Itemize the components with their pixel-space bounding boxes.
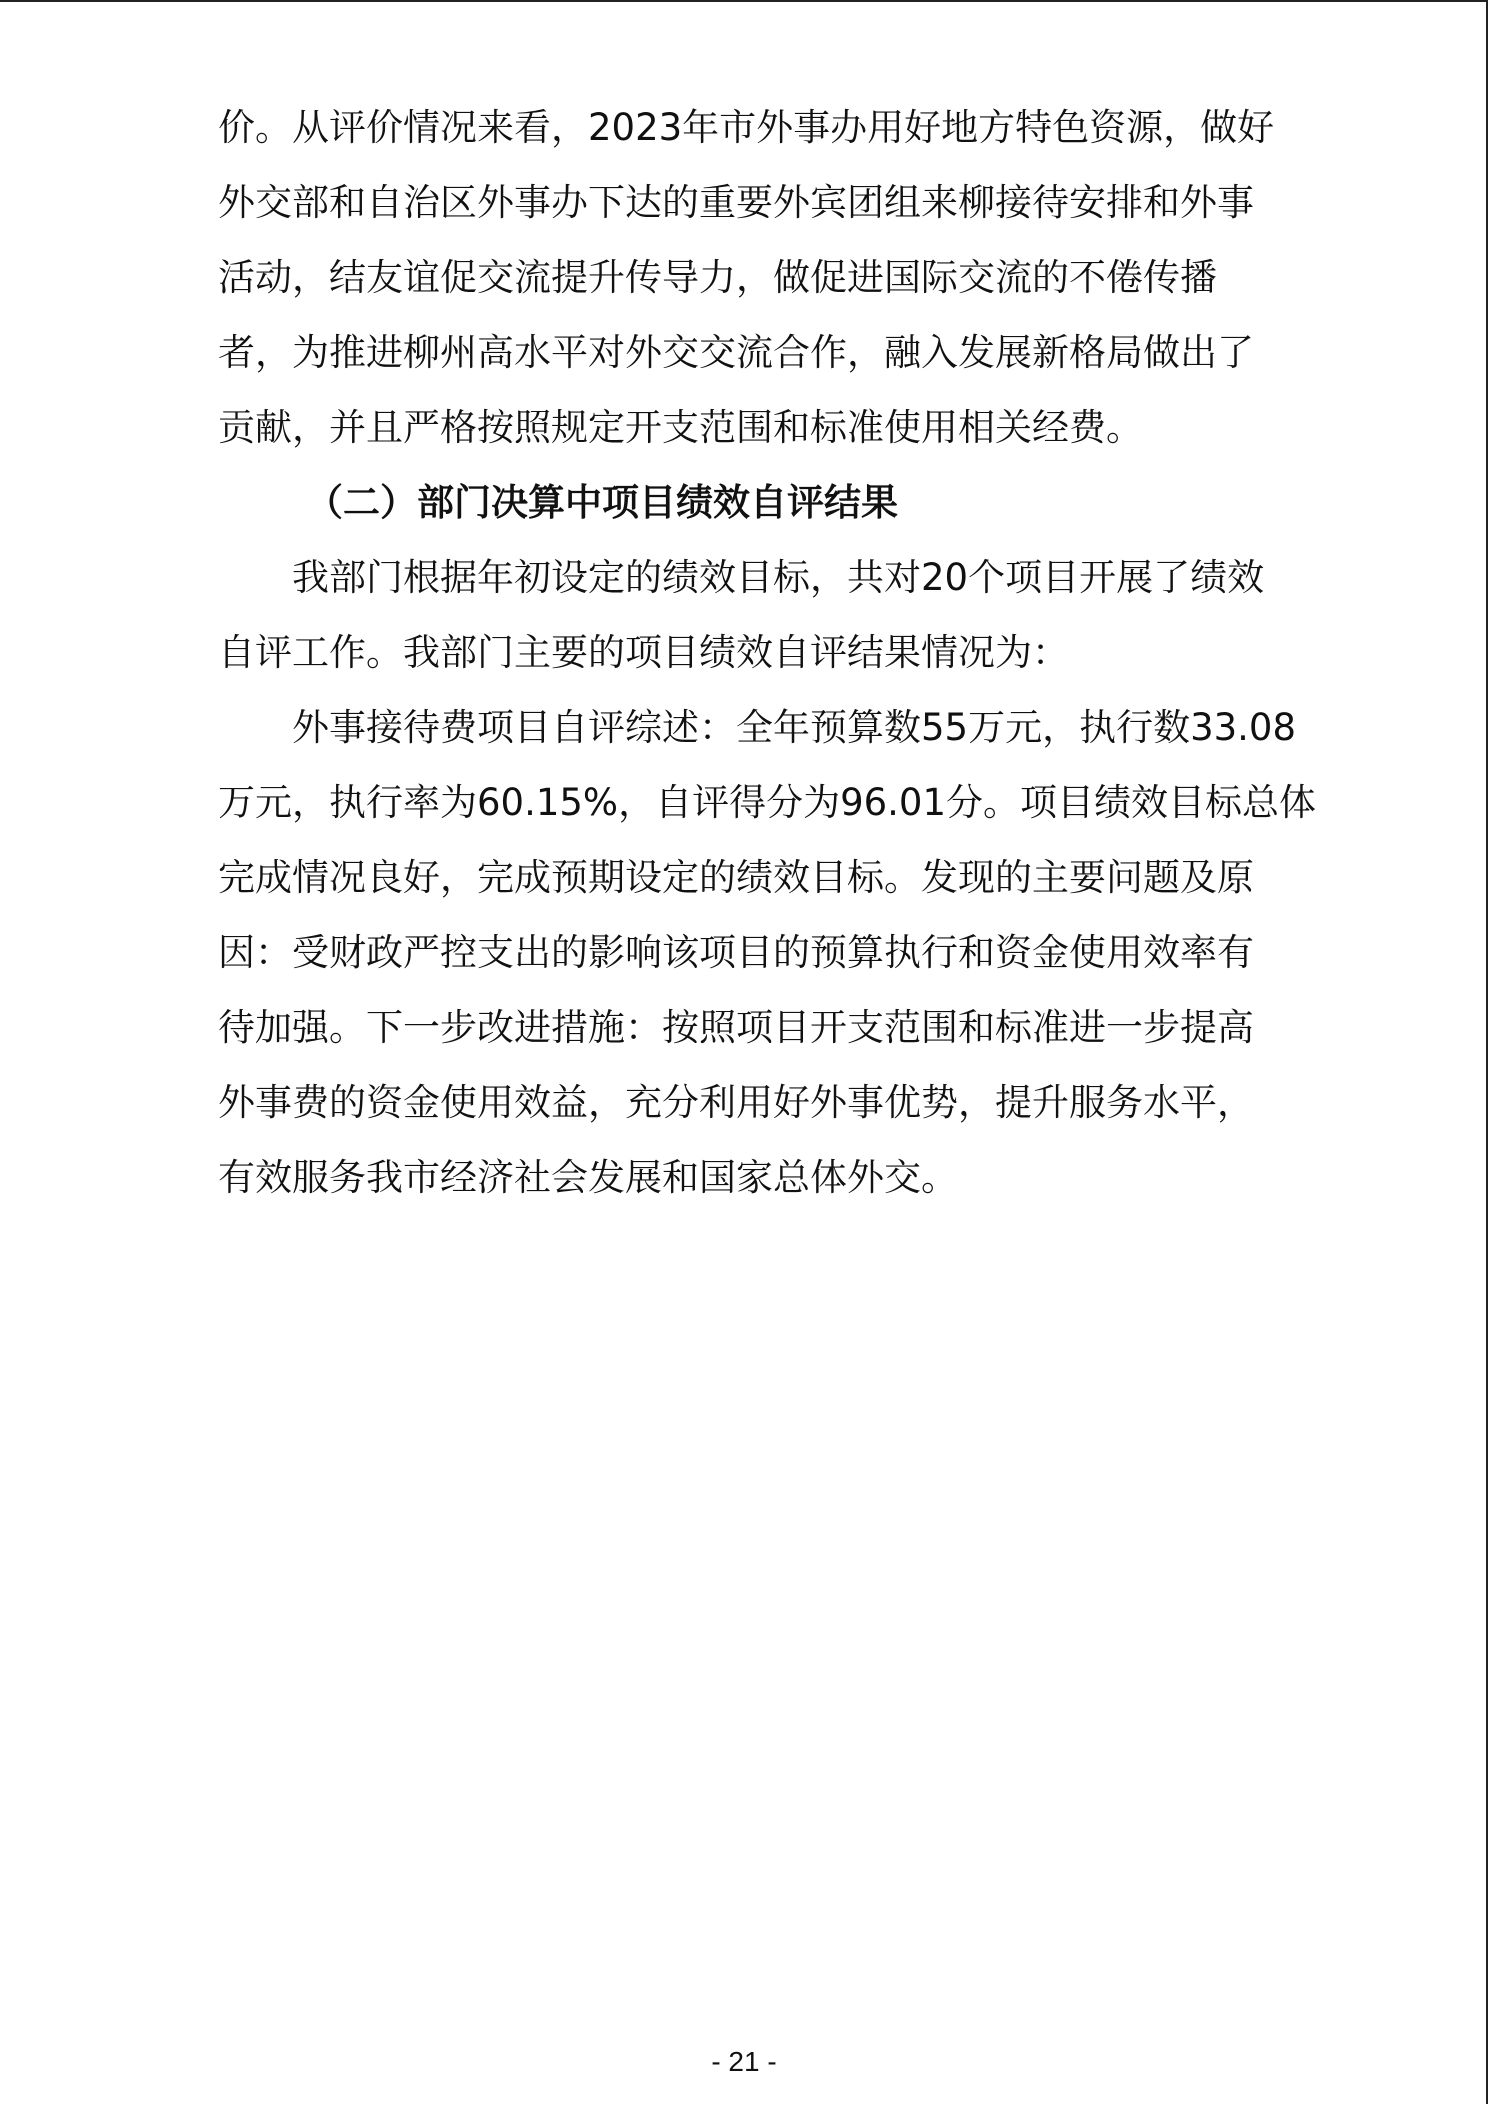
text-line: 外交部和自治区外事办下达的重要外宾团组来柳接待安排和外事 [218,181,1254,224]
page-top-border [0,0,1488,2]
document-body [218,90,1317,1215]
text-line: 活动，结友谊促交流提升传导力，做促进国际交流的不倦传播 [218,256,1217,299]
section-heading: （二）部门决算中项目绩效自评结果 [306,481,898,524]
text-line: 我部门根据年初设定的绩效目标，共对20个项目开展了绩效 [292,556,1265,599]
text-line: 待加强。下一步改进措施：按照项目开支范围和标准进一步提高 [218,1006,1254,1049]
paragraph-self-evaluation-intro [218,540,1288,690]
text-line: 贡献，并且严格按照规定开支范围和标准使用相关经费。 [218,406,1143,449]
text-line: 者，为推进柳州高水平对外交交流合作，融入发展新格局做出了 [218,331,1254,374]
paragraph-evaluation-summary [218,90,1288,465]
page-number: - 21 - [711,2046,777,2077]
text-line: 外事费的资金使用效益，充分利用好外事优势，提升服务水平， [218,1081,1254,1124]
paragraph-reception-project-results [218,690,1317,1215]
text-line: 完成情况良好，完成预期设定的绩效目标。发现的主要问题及原 [218,856,1254,899]
text-line: 因：受财政严控支出的影响该项目的预算执行和资金使用效率有 [218,931,1254,974]
text-line: 外事接待费项目自评综述：全年预算数55万元，执行数33.08 [292,706,1297,749]
text-line: 自评工作。我部门主要的项目绩效自评结果情况为： [218,631,1069,674]
text-line: 价。从评价情况来看，2023年市外事办用好地方特色资源，做好 [218,106,1275,149]
text-line: 有效服务我市经济社会发展和国家总体外交。 [218,1156,958,1199]
text-line: 万元，执行率为60.15%，自评得分为96.01分。项目绩效目标总体 [218,781,1317,824]
